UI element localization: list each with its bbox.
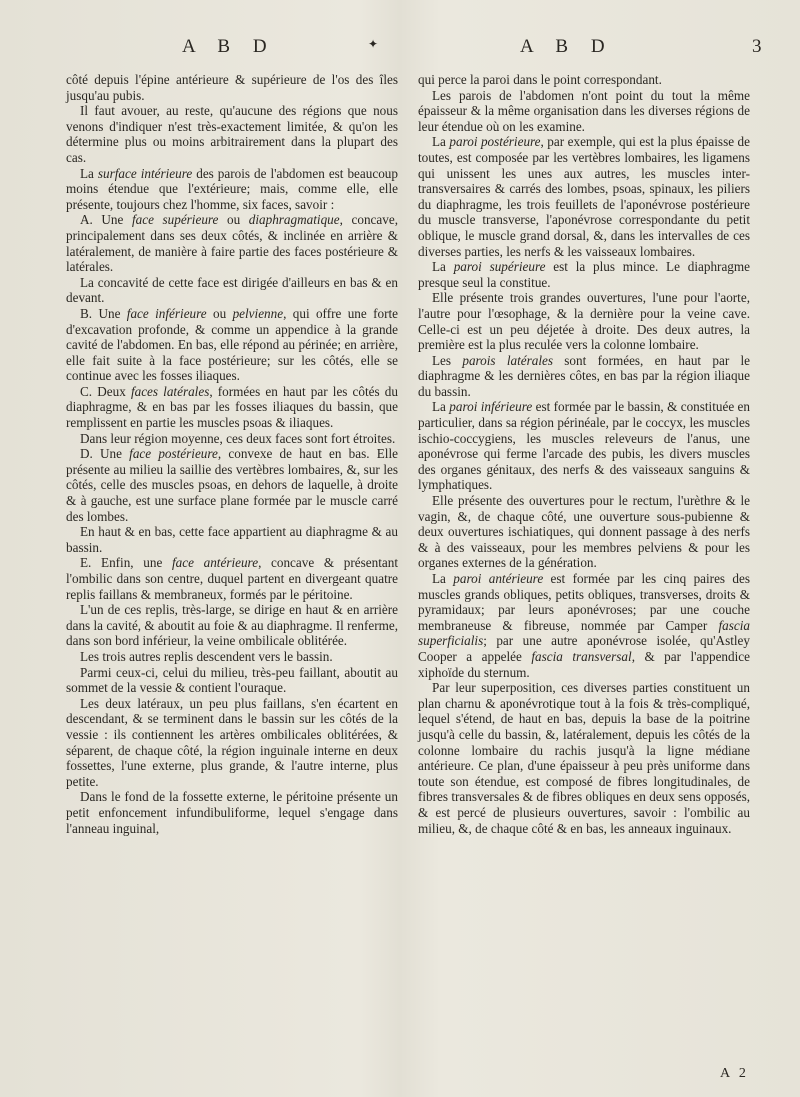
italic-term: face antérieure (171, 555, 259, 571)
italic-term: pelvienne (232, 305, 284, 321)
paragraph (66, 166, 398, 213)
italic-term: paroi antérieure (453, 571, 544, 586)
paragraph (66, 555, 398, 602)
text-run: , convexe de haut en bas. Elle présente au milieu la saillie des vertèbres lombaires, &, sur les côtés, celle des muscles psoas, en dehors de laquelle, à droite & à gauche, est une surface plane formée par le muscle carré des lombes. (66, 446, 398, 524)
italic-term: face postérieure (129, 446, 218, 462)
text-run: est formée par le bassin, & constituée en particulier, dans sa région périnéale, par le coccyx, les muscles ischio-coccygiens, les muscles releveurs de l'anus, une aponévrose qui ferme l'arcade des pubis, les divers muscles des organes génitaux, des nerfs & des vaisseaux sanguins & lymphatiques. (418, 399, 750, 493)
italic-term: surface intérieure (97, 165, 193, 181)
text-run: En haut & en bas, cette face appartient au diaphragme & au bassin. (66, 524, 398, 555)
text-run: B. Une (80, 305, 127, 321)
text-run: C. Deux (80, 383, 131, 399)
italic-term: face supérieure (131, 212, 219, 228)
paragraph (418, 290, 750, 352)
running-title-right: A B D (520, 36, 614, 57)
paragraph (66, 602, 398, 649)
italic-term: face inférieure (126, 305, 207, 321)
text-run: des parois de l'abdomen est beaucoup moins étendue que l'extérieure; mais, comme elle, elle présente, toujours chez l'homme, six faces, savoir : (66, 165, 398, 212)
paragraph (418, 134, 750, 259)
paragraph (418, 571, 750, 680)
paragraph (66, 72, 398, 103)
text-run: ou (206, 305, 233, 321)
text-run: La concavité de cette face est dirigée d'ailleurs en bas & en devant. (66, 274, 398, 306)
page-number: 3 (752, 36, 762, 57)
paragraph (418, 88, 750, 135)
text-run: Dans leur région moyenne, ces deux faces sont fort étroites. (80, 430, 396, 446)
italic-term: faces latérales (130, 383, 210, 399)
paragraph (418, 72, 750, 88)
text-run: est la plus mince. Le diaphragme presque seul la constitue. (418, 259, 750, 290)
text-run: , par exemple, qui est la plus épaisse de toutes, est composée par les vertèbres lombaires, les ligamens qui unissent les unes aux autres, les muscles inter-transversaires & carrés des lombes, psoas, spinaux, les piliers du diaphragme, les trois feuillets de l'aponévrose postérieure du muscle transverse, l'aponévrose correspondante du petit oblique, le muscle grand dorsal, &, dans les intervalles de ces diverses parties, les nerfs & les vaisseaux lombaires. (418, 134, 750, 259)
italic-term: paroi inférieure (449, 399, 533, 415)
paragraph (66, 275, 398, 306)
text-run: Les deux latéraux, un peu plus faillans, s'en écartent en descendant, & se terminent dans le bassin sur les côtés de la vessie : ils contiennent les artères ombilicales oblitérées, & séparent, de chaque côté, la région inguinale interne en deux fossettes, l'une externe, plus grande, & l'autre interne, plus petite. (66, 695, 398, 789)
italic-term: parois latérales (462, 352, 554, 368)
paragraph (66, 696, 398, 790)
text-run: , formées en haut par les côtés du diaphragme, & en bas par les fosses iliaques du bassin, que remplissent en partie les muscles psoas & iliaques. (66, 383, 398, 431)
paragraph (66, 665, 398, 696)
paragraph (66, 306, 398, 384)
paragraph (66, 384, 398, 431)
paragraph (418, 399, 750, 493)
italic-term: fascia superficialis (418, 617, 750, 649)
paragraph (66, 103, 398, 165)
paragraph (66, 789, 398, 836)
paragraph (66, 649, 398, 665)
right-text-column (418, 72, 750, 836)
running-title-left: A B D (182, 36, 276, 57)
text-run: ; par une autre aponévrose isolée, qu'Astley Cooper a appelée (418, 633, 750, 664)
paragraph (418, 680, 750, 836)
text-run: E. Enfin, une (80, 555, 172, 571)
text-run: Elle présente trois grandes ouvertures, l'une pour l'aorte, l'autre pour l'œsophage, & la dernière pour la veine cave. Celle-ci est un peu déjetée à droite. Des deux autres, la première est la plus reculée vers la colonne lombaire. (418, 290, 750, 353)
italic-term: paroi postérieure (449, 134, 541, 150)
paragraph (66, 431, 398, 447)
paragraph (66, 524, 398, 555)
text-run: Il faut avouer, au reste, qu'aucune des régions que nous venons d'indiquer n'est très-exactement limitée, & qu'on les détermine plus ou moins arbitrairement dans la plupart des cas. (66, 103, 398, 165)
text-run: qui perce la paroi dans le point correspondant. (418, 72, 662, 87)
paragraph (418, 493, 750, 571)
text-run: Parmi ceux-ci, celui du milieu, très-peu faillant, aboutit au sommet de la vessie & contient l'ouraque. (66, 664, 398, 696)
text-run: Les trois autres replis descendent vers le bassin. (80, 648, 333, 664)
italic-term: fascia transversal (531, 648, 632, 664)
text-run: La (432, 399, 450, 415)
paragraph (66, 212, 398, 274)
italic-term: paroi supérieure (453, 259, 546, 275)
text-run: , qui offre une forte d'excavation profonde, & comme un appendice à la grande cavité de l'abdomen. En bas, elle répond au périnée; en arrière, elle fait suite à la face postérieure; sur les côtés, elle se continue avec les fosses iliaques. (66, 305, 399, 384)
text-run: , concave, principalement dans ses deux côtés, & inclinée en arrière & latéralement, de manière à faire partie des faces postérieure & latérales. (66, 212, 398, 275)
text-run: est formée par les cinq paires des muscles grands obliques, petits obliques, transverses, droits & pyramidaux; par leurs aponévroses; par une couche membraneuse & fibreuse, nommée par Camper (418, 571, 751, 633)
text-run: sont formées, en haut par le diaphragme & les dernières côtes, en bas par la région iliaque du bassin. (418, 352, 751, 399)
text-run: L'un de ces replis, très-large, se dirige en haut & en arrière dans la cavité, & aboutit au foie & au diaphragme. Il renferme, dans son bord inférieur, la veine ombilicale oblitérée. (66, 602, 398, 649)
text-run: La (432, 134, 450, 150)
text-run: La (432, 571, 454, 586)
text-run: A. Une (80, 212, 132, 228)
text-run: ou (218, 212, 249, 228)
paragraph (66, 446, 398, 524)
text-run: Les (432, 352, 463, 368)
text-run: Par leur superposition, ces diverses parties constituent un plan charnu & aponévrotique tout à la fois & très-compliqué, lequel s'étend, de haut en bas, depuis la base de la poitrine jusqu'à celle du bassin, &, latéralement, depuis les côtés de la colonne lombaire du rachis jusqu'à la ligne médiane antérieure. Ce plan, d'une épaisseur à peu près uniforme dans toute son étendue, est composé de fibres longitudinales, de fibres transversales & de fibres obliques en deux sens opposés, & est percé de plusieurs ouvertures, savoir : l'ombilic au milieu, &, de chaque côté & en bas, les anneaux inguinaux. (418, 680, 750, 836)
text-run: Les parois de l'abdomen n'ont point du tout la même épaisseur & la même organisation dans les diverses régions de leur étendue où on les examine. (418, 87, 750, 134)
signature-mark: A 2 (720, 1066, 749, 1081)
text-run: Dans le fond de la fossette externe, le péritoine présente un petit enfoncement infundibuliforme, lequel s'engage dans l'anneau inguinal, (66, 789, 398, 836)
text-run: Elle présente des ouvertures pour le rectum, l'urèthre & le vagin, &, de chaque côté, une ouverture sous-pubienne & deux ouvertures ischiatiques, qui donnent passage à des nerfs & à des vaisseaux, pour les membres pelviens & pour les organes externes de la génération. (418, 493, 750, 571)
italic-term: diaphragmatique (248, 212, 340, 228)
text-run: La (432, 259, 454, 275)
text-run: , concave & présentant l'ombilic dans son centre, duquel partent en divergeant quatre replis faillans & membraneux, formés par le péritoine. (66, 555, 398, 602)
text-run: La (80, 165, 98, 181)
left-text-column (66, 72, 398, 836)
text-run: côté depuis l'épine antérieure & supérieure de l'os des îles jusqu'au pubis. (66, 72, 398, 103)
text-run: , & par l'appendice xiphoïde du sternum. (418, 648, 750, 680)
text-run: D. Une (80, 446, 130, 462)
paragraph (418, 353, 750, 400)
paragraph (418, 259, 750, 290)
running-head (0, 36, 800, 58)
ornament-icon: ✦ (368, 37, 379, 51)
